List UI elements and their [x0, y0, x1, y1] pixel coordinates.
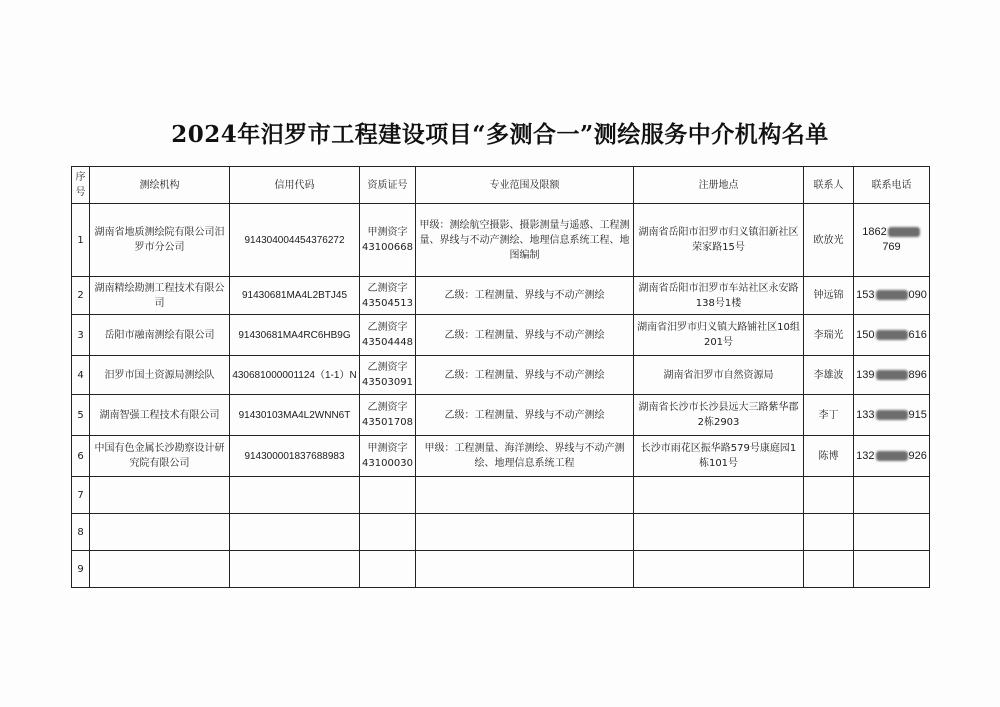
row-org	[90, 477, 230, 514]
row-contact: 陈博	[804, 436, 854, 477]
row-code	[230, 551, 360, 588]
row-contact: 钟远锦	[804, 277, 854, 315]
row-cert: 甲测资字43100030	[360, 436, 416, 477]
redaction-mark	[876, 370, 908, 380]
row-code: 430681000001124（1-1）N	[230, 356, 360, 395]
row-scope: 乙级：工程测量、界线与不动产测绘	[416, 315, 634, 356]
row-code: 91430103MA4L2WNN6T	[230, 395, 360, 436]
row-seq: 7	[72, 477, 90, 514]
row-seq: 2	[72, 277, 90, 315]
redaction-mark	[876, 410, 908, 420]
row-scope	[416, 477, 634, 514]
table-row	[72, 204, 930, 277]
phone-head: 1862	[862, 226, 887, 238]
row-scope: 乙级：工程测量、界线与不动产测绘	[416, 356, 634, 395]
row-phone	[854, 395, 930, 436]
row-code	[230, 514, 360, 551]
row-seq: 1	[72, 204, 90, 277]
row-org: 汨罗市国土资源局测绘队	[90, 356, 230, 395]
phone-tail: 926	[908, 449, 927, 462]
header-org: 测绘机构	[90, 167, 230, 204]
row-scope	[416, 551, 634, 588]
row-scope: 乙级：工程测量、界线与不动产测绘	[416, 277, 634, 315]
table-row	[72, 395, 930, 436]
phone-head: 153	[856, 289, 875, 301]
row-cert: 乙测资字43501708	[360, 395, 416, 436]
row-phone	[854, 551, 930, 588]
row-phone	[854, 277, 930, 315]
row-code	[230, 477, 360, 514]
header-cert: 资质证号	[360, 167, 416, 204]
row-seq: 5	[72, 395, 90, 436]
row-seq: 4	[72, 356, 90, 395]
row-phone	[854, 204, 930, 277]
header-code: 信用代码	[230, 167, 360, 204]
phone-tail: 896	[908, 368, 927, 381]
row-org	[90, 514, 230, 551]
row-contact: 李丁	[804, 395, 854, 436]
row-cert	[360, 551, 416, 588]
row-contact	[804, 514, 854, 551]
row-addr	[634, 551, 804, 588]
row-contact	[804, 477, 854, 514]
header-addr: 注册地点	[634, 167, 804, 204]
row-org: 湖南智强工程技术有限公司	[90, 395, 230, 436]
phone-tail: 769	[882, 241, 901, 253]
row-addr: 湖南省汨罗市自然资源局	[634, 356, 804, 395]
table-row	[72, 477, 930, 514]
row-cert	[360, 514, 416, 551]
row-code: 914300001837688983	[230, 436, 360, 477]
table-row	[72, 277, 930, 315]
header-phone: 联系电话	[854, 167, 930, 204]
row-code: 91430681MA4L2BTJ45	[230, 277, 360, 315]
phone-tail: 090	[908, 289, 927, 301]
row-cert	[360, 477, 416, 514]
row-contact	[804, 551, 854, 588]
row-cert: 乙测资字43504513	[360, 277, 416, 315]
row-scope	[416, 514, 634, 551]
table-row	[72, 356, 930, 395]
phone-head: 150	[856, 328, 875, 341]
row-scope: 甲级：测绘航空摄影、摄影测量与遥感、工程测量、界线与不动产测绘、地理信息系统工程、地图编制	[416, 204, 634, 277]
row-org	[90, 551, 230, 588]
row-code: 91430681MA4RC6HB9G	[230, 315, 360, 356]
table-row	[72, 436, 930, 477]
table-row	[72, 514, 930, 551]
table-row	[72, 551, 930, 588]
row-addr: 湖南省汨罗市归义镇大路铺社区10组201号	[634, 315, 804, 356]
row-cert: 乙测资字43504448	[360, 315, 416, 356]
redaction-mark	[876, 330, 908, 340]
redaction-mark	[876, 451, 908, 461]
redaction-mark	[888, 227, 920, 237]
phone-head: 132	[856, 449, 875, 462]
row-phone	[854, 315, 930, 356]
row-code: 914304004454376272	[230, 204, 360, 277]
row-addr: 长沙市雨花区振华路579号康庭园1栋101号	[634, 436, 804, 477]
phone-head: 139	[856, 368, 875, 381]
row-seq: 3	[72, 315, 90, 356]
row-org: 中国有色金属长沙勘察设计研究院有限公司	[90, 436, 230, 477]
row-contact: 李瑞光	[804, 315, 854, 356]
redaction-mark	[876, 290, 908, 300]
row-seq: 9	[72, 551, 90, 588]
header-seq: 序号	[72, 167, 90, 204]
row-org: 湖南省地质测绘院有限公司汨罗市分公司	[90, 204, 230, 277]
row-addr: 湖南省岳阳市汨罗市归义镇汨新社区荣家路15号	[634, 204, 804, 277]
row-addr	[634, 477, 804, 514]
phone-tail: 616	[908, 328, 927, 341]
row-addr: 湖南省长沙市长沙县远大三路紫华郡2栋2903	[634, 395, 804, 436]
row-addr	[634, 514, 804, 551]
page-title: 2024年汨罗市工程建设项目“多测合一”测绘服务中介机构名单	[171, 121, 829, 148]
header-contact: 联系人	[804, 167, 854, 204]
row-scope: 甲级：工程测量、海洋测绘、界线与不动产测绘、地理信息系统工程	[416, 436, 634, 477]
row-org: 岳阳市融南测绘有限公司	[90, 315, 230, 356]
row-contact: 李雄波	[804, 356, 854, 395]
row-cert: 甲测资字43100668	[360, 204, 416, 277]
table-row	[72, 315, 930, 356]
row-addr: 湖南省岳阳市汨罗市车站社区永安路138号1楼	[634, 277, 804, 315]
row-phone	[854, 477, 930, 514]
row-contact: 欧放光	[804, 204, 854, 277]
agency-table	[71, 166, 930, 588]
row-phone	[854, 514, 930, 551]
row-phone	[854, 436, 930, 477]
row-org: 湖南精绘勘测工程技术有限公司	[90, 277, 230, 315]
row-cert: 乙测资字43503091	[360, 356, 416, 395]
row-phone	[854, 356, 930, 395]
phone-head: 133	[856, 408, 875, 421]
row-seq: 8	[72, 514, 90, 551]
phone-tail: 915	[908, 408, 927, 421]
row-scope: 乙级：工程测量、界线与不动产测绘	[416, 395, 634, 436]
header-scope: 专业范围及限额	[416, 167, 634, 204]
row-seq: 6	[72, 436, 90, 477]
table-header-row	[72, 167, 930, 204]
